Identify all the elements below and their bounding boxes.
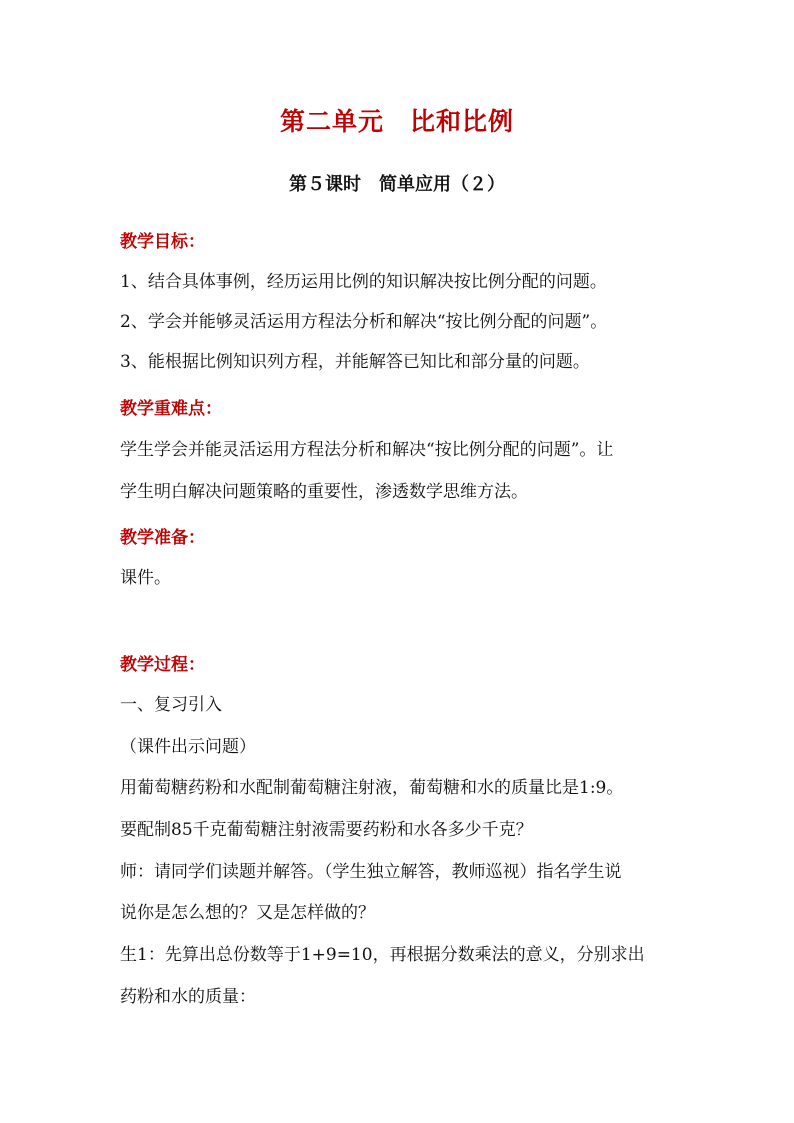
process-line: 生1：先算出总份数等于1+9=10，再根据分数乘法的意义，分别求出 xyxy=(120,945,645,965)
process-line: 用葡萄糖药粉和水配制葡萄糖注射液，葡萄糖和水的质量比是1:9。 xyxy=(120,778,624,798)
keypoints-text: 学生明白解决问题策略的重要性，渗透数学思维方法。 xyxy=(120,482,528,502)
keypoints-heading: 教学重难点： xyxy=(120,399,222,419)
lesson-subtitle: 第５课时 简单应用（２） xyxy=(289,174,505,195)
keypoints-text: 学生学会并能灵活运用方程法分析和解决“按比例分配的问题”。让 xyxy=(120,440,614,460)
process-line: 师：请同学们读题并解答。（学生独立解答，教师巡视）指名学生说 xyxy=(120,862,622,882)
process-line: 一、复习引入 xyxy=(120,695,222,715)
prep-heading: 教学准备： xyxy=(120,528,205,548)
prep-text: 课件。 xyxy=(120,568,171,588)
objectives-heading: 教学目标： xyxy=(120,232,205,252)
unit-title: 第二单元 比和比例 xyxy=(279,107,514,136)
process-line: 说你是怎么想的？又是怎样做的？ xyxy=(120,903,375,923)
process-line: （课件出示问题） xyxy=(120,737,256,757)
process-line: 药粉和水的质量： xyxy=(120,987,256,1007)
objective-item: 1、结合具体事例，经历运用比例的知识解决按比例分配的问题。 xyxy=(120,272,607,292)
objective-item: 3、能根据比例知识列方程，并能解答已知比和部分量的问题。 xyxy=(120,352,590,372)
process-line: 要配制85千克葡萄糖注射液需要药粉和水各多少千克？ xyxy=(120,820,533,840)
objective-item: 2、学会并能够灵活运用方程法分析和解决“按比例分配的问题”。 xyxy=(120,312,608,332)
process-heading: 教学过程： xyxy=(120,655,205,675)
